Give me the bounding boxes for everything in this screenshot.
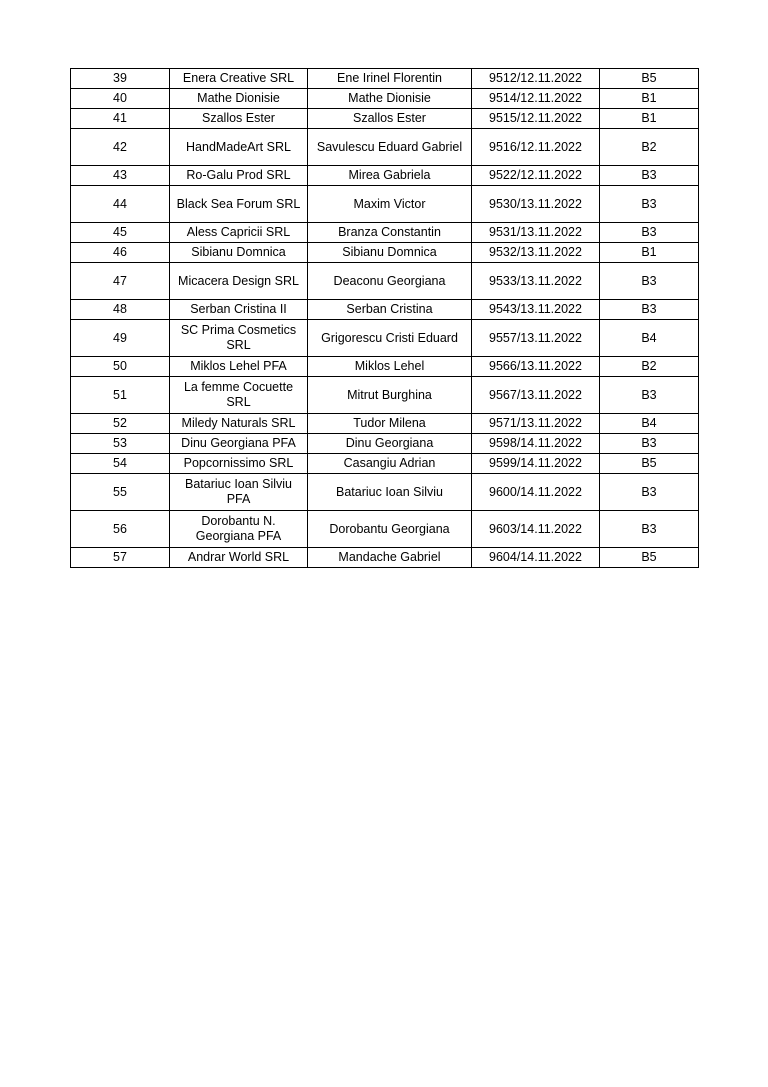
row-number: 55 xyxy=(71,474,170,511)
firm-name: Popcornissimo SRL xyxy=(170,454,308,474)
firm-name: Miklos Lehel PFA xyxy=(170,357,308,377)
row-number: 50 xyxy=(71,357,170,377)
representative-name: Grigorescu Cristi Eduard xyxy=(308,320,472,357)
firm-name: Miledy Naturals SRL xyxy=(170,414,308,434)
registration-number: 9533/13.11.2022 xyxy=(472,263,600,300)
table-row xyxy=(71,377,699,414)
representative-name: Serban Cristina xyxy=(308,300,472,320)
firm-name: Aless Capricii SRL xyxy=(170,223,308,243)
firm-name: HandMadeArt SRL xyxy=(170,129,308,166)
row-number: 57 xyxy=(71,548,170,568)
representative-name: Casangiu Adrian xyxy=(308,454,472,474)
category-code: B3 xyxy=(600,434,699,454)
registration-number: 9516/12.11.2022 xyxy=(472,129,600,166)
representative-name: Sibianu Domnica xyxy=(308,243,472,263)
row-number: 52 xyxy=(71,414,170,434)
representative-name: Tudor Milena xyxy=(308,414,472,434)
registration-number: 9532/13.11.2022 xyxy=(472,243,600,263)
table-row xyxy=(71,548,699,568)
representative-name: Dinu Georgiana xyxy=(308,434,472,454)
registration-number: 9557/13.11.2022 xyxy=(472,320,600,357)
table-row xyxy=(71,89,699,109)
row-number: 43 xyxy=(71,166,170,186)
registration-number: 9603/14.11.2022 xyxy=(472,511,600,548)
row-number: 47 xyxy=(71,263,170,300)
table-row xyxy=(71,454,699,474)
registration-table-body xyxy=(71,69,699,568)
firm-name: Ro-Galu Prod SRL xyxy=(170,166,308,186)
category-code: B3 xyxy=(600,263,699,300)
representative-name: Mathe Dionisie xyxy=(308,89,472,109)
row-number: 49 xyxy=(71,320,170,357)
table-row xyxy=(71,511,699,548)
registration-number: 9604/14.11.2022 xyxy=(472,548,600,568)
representative-name: Deaconu Georgiana xyxy=(308,263,472,300)
registration-number: 9543/13.11.2022 xyxy=(472,300,600,320)
representative-name: Miklos Lehel xyxy=(308,357,472,377)
row-number: 39 xyxy=(71,69,170,89)
category-code: B3 xyxy=(600,223,699,243)
category-code: B2 xyxy=(600,129,699,166)
registration-table xyxy=(70,68,699,568)
row-number: 41 xyxy=(71,109,170,129)
registration-number: 9522/12.11.2022 xyxy=(472,166,600,186)
firm-name: Micacera Design SRL xyxy=(170,263,308,300)
registration-number: 9598/14.11.2022 xyxy=(472,434,600,454)
firm-name: Black Sea Forum SRL xyxy=(170,186,308,223)
table-row xyxy=(71,166,699,186)
registration-number: 9566/13.11.2022 xyxy=(472,357,600,377)
firm-name: Dorobantu N. Georgiana PFA xyxy=(170,511,308,548)
firm-name: Szallos Ester xyxy=(170,109,308,129)
category-code: B3 xyxy=(600,300,699,320)
table-row xyxy=(71,320,699,357)
row-number: 40 xyxy=(71,89,170,109)
firm-name: Dinu Georgiana PFA xyxy=(170,434,308,454)
row-number: 48 xyxy=(71,300,170,320)
firm-name: SC Prima Cosmetics SRL xyxy=(170,320,308,357)
table-row xyxy=(71,263,699,300)
table-row xyxy=(71,300,699,320)
category-code: B4 xyxy=(600,320,699,357)
table-row xyxy=(71,186,699,223)
table-row xyxy=(71,243,699,263)
category-code: B3 xyxy=(600,511,699,548)
row-number: 44 xyxy=(71,186,170,223)
firm-name: Mathe Dionisie xyxy=(170,89,308,109)
table-row xyxy=(71,414,699,434)
registration-number: 9514/12.11.2022 xyxy=(472,89,600,109)
registration-number: 9600/14.11.2022 xyxy=(472,474,600,511)
category-code: B2 xyxy=(600,357,699,377)
category-code: B3 xyxy=(600,377,699,414)
category-code: B3 xyxy=(600,186,699,223)
firm-name: Serban Cristina II xyxy=(170,300,308,320)
category-code: B1 xyxy=(600,243,699,263)
representative-name: Mandache Gabriel xyxy=(308,548,472,568)
registration-number: 9567/13.11.2022 xyxy=(472,377,600,414)
table-row xyxy=(71,223,699,243)
table-row xyxy=(71,474,699,511)
firm-name: Enera Creative SRL xyxy=(170,69,308,89)
representative-name: Mirea Gabriela xyxy=(308,166,472,186)
category-code: B1 xyxy=(600,89,699,109)
category-code: B5 xyxy=(600,69,699,89)
registration-number: 9512/12.11.2022 xyxy=(472,69,600,89)
row-number: 42 xyxy=(71,129,170,166)
firm-name: Sibianu Domnica xyxy=(170,243,308,263)
row-number: 46 xyxy=(71,243,170,263)
representative-name: Ene Irinel Florentin xyxy=(308,69,472,89)
category-code: B5 xyxy=(600,454,699,474)
firm-name: Andrar World SRL xyxy=(170,548,308,568)
row-number: 45 xyxy=(71,223,170,243)
registration-number: 9531/13.11.2022 xyxy=(472,223,600,243)
row-number: 54 xyxy=(71,454,170,474)
table-row xyxy=(71,434,699,454)
table-row xyxy=(71,129,699,166)
representative-name: Branza Constantin xyxy=(308,223,472,243)
table-row xyxy=(71,357,699,377)
category-code: B3 xyxy=(600,474,699,511)
representative-name: Szallos Ester xyxy=(308,109,472,129)
firm-name: Batariuc Ioan Silviu PFA xyxy=(170,474,308,511)
table-row xyxy=(71,109,699,129)
table-row xyxy=(71,69,699,89)
representative-name: Mitrut Burghina xyxy=(308,377,472,414)
representative-name: Dorobantu Georgiana xyxy=(308,511,472,548)
category-code: B4 xyxy=(600,414,699,434)
registration-number: 9599/14.11.2022 xyxy=(472,454,600,474)
category-code: B3 xyxy=(600,166,699,186)
representative-name: Batariuc Ioan Silviu xyxy=(308,474,472,511)
registration-number: 9515/12.11.2022 xyxy=(472,109,600,129)
category-code: B5 xyxy=(600,548,699,568)
registration-number: 9530/13.11.2022 xyxy=(472,186,600,223)
row-number: 53 xyxy=(71,434,170,454)
row-number: 51 xyxy=(71,377,170,414)
representative-name: Maxim Victor xyxy=(308,186,472,223)
registration-number: 9571/13.11.2022 xyxy=(472,414,600,434)
representative-name: Savulescu Eduard Gabriel xyxy=(308,129,472,166)
category-code: B1 xyxy=(600,109,699,129)
firm-name: La femme Cocuette SRL xyxy=(170,377,308,414)
row-number: 56 xyxy=(71,511,170,548)
